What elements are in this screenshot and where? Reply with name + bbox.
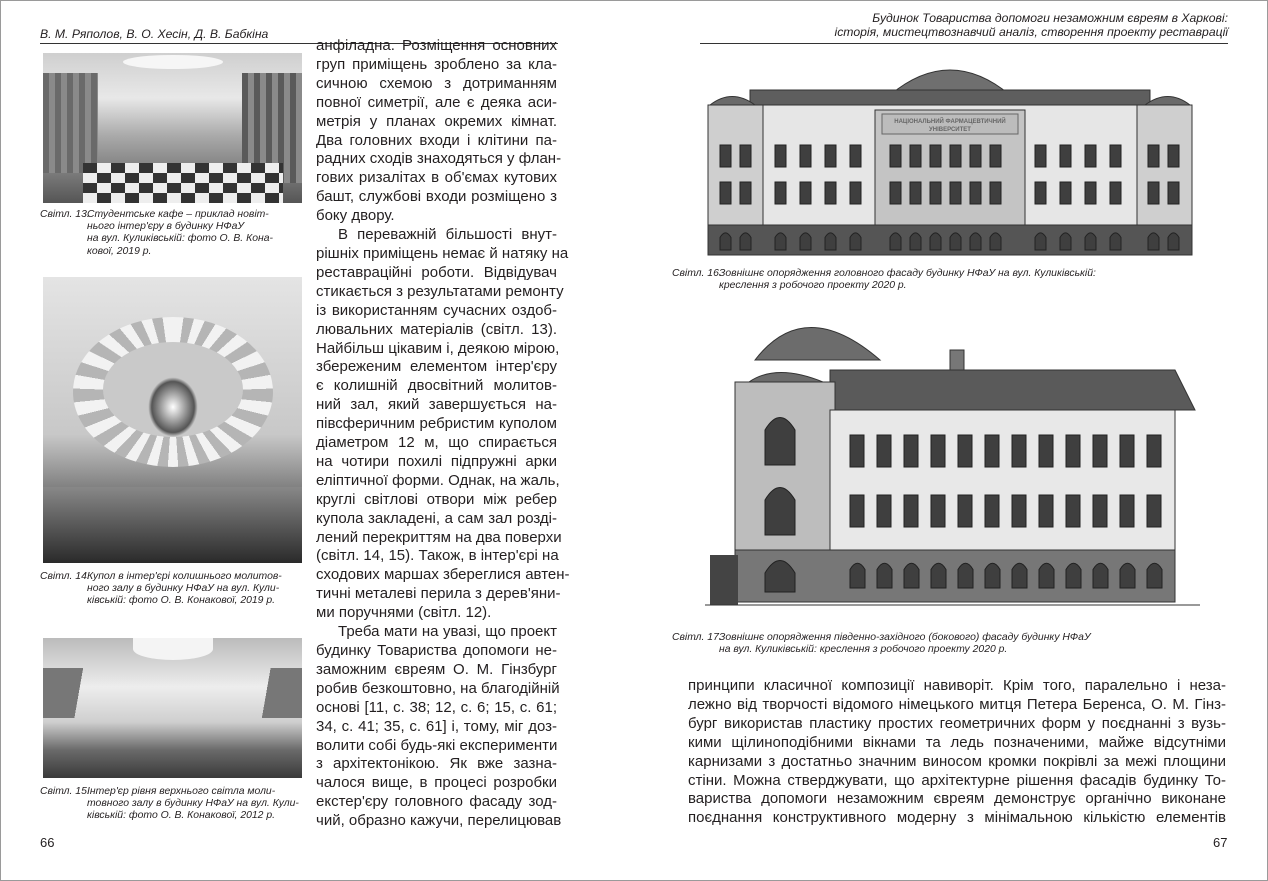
text-line: рішніх приміщень немає й натяку на bbox=[316, 244, 569, 262]
window-mark bbox=[958, 495, 972, 527]
window-mark bbox=[1060, 233, 1071, 250]
window-mark bbox=[958, 563, 973, 588]
text-line: основі [11, с. 38; 12, с. 6; 15, с. 61; bbox=[316, 698, 557, 716]
text-line: груп приміщень зроблено за кла- bbox=[316, 55, 557, 73]
text-line: еліптичної форми. Однак, на жаль, bbox=[316, 471, 560, 489]
window-mark bbox=[1093, 435, 1107, 467]
text-line: лювальних матеріалів (світл. 13). bbox=[316, 320, 557, 338]
caption-line: на вул. Куликівській: фото О. В. Кона- bbox=[87, 233, 273, 245]
figure-caption-13 bbox=[40, 209, 302, 258]
figure-caption-14 bbox=[40, 571, 302, 608]
window-mark bbox=[740, 145, 751, 167]
window-mark bbox=[1147, 435, 1161, 467]
figure-caption-17 bbox=[672, 632, 1232, 656]
window-mark bbox=[1168, 145, 1179, 167]
window-mark bbox=[1168, 233, 1179, 250]
text-line: (світл. 14, 15). Також, в інтер'єрі на bbox=[316, 547, 559, 565]
text-line: радних сходів знаходяться у флан- bbox=[316, 150, 562, 168]
window-mark bbox=[775, 182, 786, 204]
window-mark bbox=[1147, 563, 1162, 588]
window-mark bbox=[1093, 563, 1108, 588]
text-line: принципи класичної композиції навиворіт. Крім того, паралельно і неза- bbox=[688, 677, 1226, 694]
window-mark bbox=[765, 418, 795, 466]
window-mark bbox=[985, 435, 999, 467]
text-line: робив безкоштовно, на благодійній bbox=[316, 679, 560, 697]
window-mark bbox=[1039, 563, 1054, 588]
text-line: із використанням сучасних оздоб- bbox=[316, 301, 557, 319]
plinth bbox=[735, 550, 1175, 602]
window-mark bbox=[1012, 495, 1026, 527]
window-mark bbox=[850, 233, 861, 250]
text-line: чий, образно кажучи, перелицював bbox=[316, 812, 562, 830]
window-mark bbox=[1066, 435, 1080, 467]
text-line: поєднання конструктивного модерну з мінімальною кількістю елементів bbox=[688, 809, 1226, 827]
window-mark bbox=[1035, 145, 1046, 167]
text-line: вариства допомоги незаможним євреям демонструє органічно виконане bbox=[688, 790, 1226, 808]
window-mark bbox=[1012, 563, 1027, 588]
window-mark bbox=[970, 145, 981, 167]
window-mark bbox=[1039, 435, 1053, 467]
page-number-left: 66 bbox=[40, 835, 55, 850]
text-line: кими щілиноподібними вікнами та ледь позначеними, майже відсутніми bbox=[688, 733, 1226, 751]
window-mark bbox=[1060, 145, 1071, 167]
window-mark bbox=[800, 145, 811, 167]
body-text-right bbox=[688, 677, 1226, 828]
text-line: карнизами з достатньо значним виносом кромки покрівлі за межі площини bbox=[688, 752, 1226, 770]
sign-text: НАЦІОНАЛЬНИЙ ФАРМАЦЕВТИЧНИЙ bbox=[894, 119, 1006, 125]
text-line: стикається з результатами ремонту bbox=[316, 282, 564, 300]
text-line: сходових маршах збереглися автен- bbox=[316, 566, 570, 584]
window-mark bbox=[931, 495, 945, 527]
roof bbox=[830, 370, 1195, 410]
window-mark bbox=[1035, 182, 1046, 204]
text-line: збереженим елементом інтер'єру bbox=[316, 358, 557, 376]
text-line: стіни. Можна стверджувати, що архітектурне рішення фасадів будинку То- bbox=[688, 771, 1226, 789]
window-mark bbox=[910, 145, 921, 167]
window-mark bbox=[910, 182, 921, 204]
window-mark bbox=[930, 182, 941, 204]
text-line: 34, с. 41; 35, с. 61] і, тому, міг доз- bbox=[316, 717, 557, 735]
window-mark bbox=[1168, 182, 1179, 204]
window-mark bbox=[1148, 182, 1159, 204]
window-mark bbox=[850, 435, 864, 467]
running-head-right bbox=[835, 11, 1229, 39]
caption-line: креслення з робочого проекту 2020 р. bbox=[719, 280, 907, 292]
text-line: заможним євреям О. М. Гінзбург bbox=[316, 660, 557, 678]
running-head-line: історія, мистецтвознавчий аналіз, створення проекту реставрації bbox=[834, 25, 1228, 39]
sign-text: УНІВЕРСИТЕТ bbox=[929, 127, 971, 133]
window-mark bbox=[1148, 145, 1159, 167]
text-line: волити собі будь-які експерименти bbox=[316, 736, 558, 754]
window-mark bbox=[1120, 435, 1134, 467]
fence bbox=[710, 555, 738, 605]
text-line: є колишній двосвітний молитов- bbox=[316, 377, 557, 395]
window-mark bbox=[825, 233, 836, 250]
window-mark bbox=[765, 488, 795, 536]
window-mark bbox=[950, 145, 961, 167]
window-mark bbox=[1110, 182, 1121, 204]
text-line: на чотири похилі підпружні арки bbox=[316, 452, 557, 470]
window-mark bbox=[877, 435, 891, 467]
text-line: Найбільш цікавим і, деякою мірою, bbox=[316, 339, 560, 357]
photo-upper-level-hall bbox=[43, 638, 302, 778]
text-line: лений перекриттям на два поверхи bbox=[316, 528, 562, 546]
text-line: півсферичним ребристим куполом bbox=[316, 415, 557, 433]
window-mark bbox=[1148, 233, 1159, 250]
window-mark bbox=[825, 145, 836, 167]
caption-line: товного залу в будинку НФаУ на вул. Кули- bbox=[87, 798, 299, 810]
window-mark bbox=[950, 233, 961, 250]
window-mark bbox=[958, 435, 972, 467]
figure-caption-15 bbox=[40, 786, 302, 823]
figure-label: Світл. 16. bbox=[672, 268, 722, 279]
window-mark bbox=[890, 145, 901, 167]
window-mark bbox=[910, 233, 921, 250]
window-mark bbox=[931, 563, 946, 588]
text-line: будинку Товариства допомоги не- bbox=[316, 642, 557, 659]
text-line: з архітектонікою. Як вже зазна- bbox=[316, 755, 557, 773]
window-mark bbox=[930, 145, 941, 167]
window-mark bbox=[890, 182, 901, 204]
window-mark bbox=[990, 182, 1001, 204]
text-line: ми поручнями (світл. 12). bbox=[316, 604, 492, 622]
chimney bbox=[950, 350, 964, 372]
caption-line: ківській: фото О. В. Конакової, 2012 р. bbox=[87, 810, 275, 822]
text-line: Треба мати на увазі, що проект bbox=[338, 623, 557, 641]
caption-line: Зовнішнє опорядження південно-західного (бокового) фасаду будинку НФаУ bbox=[719, 632, 1091, 643]
window-mark bbox=[1035, 233, 1046, 250]
window-mark bbox=[775, 233, 786, 250]
window-mark bbox=[850, 495, 864, 527]
window-mark bbox=[1093, 495, 1107, 527]
window-mark bbox=[985, 563, 1000, 588]
header-rule-right bbox=[700, 43, 1228, 44]
window-mark bbox=[904, 435, 918, 467]
caption-line: ківській: фото О. В. Конакової, 2019 р. bbox=[87, 595, 275, 607]
window-mark bbox=[800, 182, 811, 204]
figure-caption-16 bbox=[672, 268, 1232, 292]
window-mark bbox=[904, 563, 919, 588]
caption-line: на вул. Куликівській: креслення з робочого проекту 2020 р. bbox=[719, 644, 1008, 656]
window-mark bbox=[740, 182, 751, 204]
caption-line: Студентське кафе – приклад новіт- bbox=[87, 209, 269, 220]
window-mark bbox=[800, 233, 811, 250]
text-line: гових ризалітах в об'ємах кутових bbox=[316, 169, 557, 187]
text-line: чалося вище, в процесі розробки bbox=[316, 774, 557, 792]
text-line: тичні металеві перила з дерев'яни- bbox=[316, 585, 561, 603]
main-facade-drawing bbox=[700, 50, 1200, 260]
window-mark bbox=[1085, 182, 1096, 204]
running-head-left: В. М. Ряполов, В. О. Хесін, Д. В. Бабкіна bbox=[40, 27, 269, 41]
text-line: повної симетрії, але є деяка аси- bbox=[316, 93, 557, 111]
window-mark bbox=[970, 182, 981, 204]
figure-label: Світл. 15. bbox=[40, 786, 90, 797]
window-mark bbox=[990, 145, 1001, 167]
running-head-line: Будинок Товариства допомоги незаможним євреям в Харкові: bbox=[872, 11, 1228, 25]
caption-line: Купол в інтер'єрі колишнього молитов- bbox=[87, 571, 282, 582]
text-line: екстер'єру головного фасаду зод- bbox=[316, 793, 557, 811]
window-mark bbox=[1110, 145, 1121, 167]
text-line: сичною схемою з дотриманням bbox=[316, 74, 557, 92]
text-line: діаметром 12 м, що спирається bbox=[316, 434, 557, 452]
caption-line: кової, 2019 р. bbox=[87, 245, 152, 257]
window-mark bbox=[775, 145, 786, 167]
window-mark bbox=[931, 435, 945, 467]
window-mark bbox=[1039, 495, 1053, 527]
text-line: боку двору. bbox=[316, 207, 395, 225]
text-line: реставраційні роботи. Відвідувач bbox=[316, 263, 557, 281]
caption-line: нього інтер'єру в будинку НФаУ bbox=[87, 221, 245, 233]
side-facade-drawing bbox=[705, 300, 1200, 615]
window-mark bbox=[1085, 233, 1096, 250]
window-mark bbox=[740, 233, 751, 250]
text-line: бург використав пластику простих геометричних форм у поєднанні з вузь- bbox=[688, 714, 1226, 732]
figure-label: Світл. 14. bbox=[40, 571, 90, 582]
window-mark bbox=[950, 182, 961, 204]
photo-student-cafe bbox=[43, 53, 302, 203]
window-mark bbox=[877, 563, 892, 588]
window-mark bbox=[1012, 435, 1026, 467]
window-mark bbox=[1110, 233, 1121, 250]
window-mark bbox=[1120, 563, 1135, 588]
window-mark bbox=[720, 145, 731, 167]
caption-line: Інтер'єр рівня верхнього світла моли- bbox=[87, 786, 276, 797]
left-tower bbox=[708, 105, 763, 225]
window-mark bbox=[877, 495, 891, 527]
text-line: ний зал, який завершується на- bbox=[316, 396, 557, 414]
figure-label: Світл. 17. bbox=[672, 632, 722, 643]
window-mark bbox=[970, 233, 981, 250]
text-line: Два головних входи і клітини па- bbox=[316, 131, 557, 149]
window-mark bbox=[930, 233, 941, 250]
window-mark bbox=[720, 233, 731, 250]
text-line: башт, службові входи розміщено з bbox=[316, 188, 557, 206]
window-mark bbox=[1085, 145, 1096, 167]
text-line: анфіладна. Розміщення основних bbox=[316, 37, 557, 54]
window-mark bbox=[1066, 563, 1081, 588]
text-line: купола закладені, а сам зал розді- bbox=[316, 509, 557, 527]
text-line: лежно від творчості відомого німецького митця Петера Беренса, О. М. Гінз- bbox=[688, 695, 1226, 713]
page-number-right: 67 bbox=[1213, 835, 1228, 850]
window-mark bbox=[904, 495, 918, 527]
dome bbox=[755, 328, 880, 361]
window-mark bbox=[720, 182, 731, 204]
window-mark bbox=[850, 145, 861, 167]
window-mark bbox=[1066, 495, 1080, 527]
right-tower bbox=[1137, 105, 1192, 225]
window-mark bbox=[850, 182, 861, 204]
window-mark bbox=[825, 182, 836, 204]
window-mark bbox=[1147, 495, 1161, 527]
window-mark bbox=[1120, 495, 1134, 527]
window-mark bbox=[1060, 182, 1071, 204]
window-mark bbox=[890, 233, 901, 250]
text-line: метрія у планах окремих кімнат. bbox=[316, 112, 557, 130]
window-mark bbox=[985, 495, 999, 527]
text-line: круглі світлові отвори між ребер bbox=[316, 490, 557, 508]
figure-label: Світл. 13. bbox=[40, 209, 90, 220]
text-line: В переважній більшості внут- bbox=[338, 226, 557, 244]
photo-dome-interior bbox=[43, 277, 302, 563]
body-text-left bbox=[316, 37, 570, 831]
window-mark bbox=[990, 233, 1001, 250]
window-mark bbox=[850, 563, 865, 588]
caption-line: ного залу в будинку НФаУ на вул. Кули- bbox=[87, 583, 280, 595]
caption-line: Зовнішнє опорядження головного фасаду будинку НФаУ на вул. Куликівській: bbox=[719, 268, 1096, 279]
